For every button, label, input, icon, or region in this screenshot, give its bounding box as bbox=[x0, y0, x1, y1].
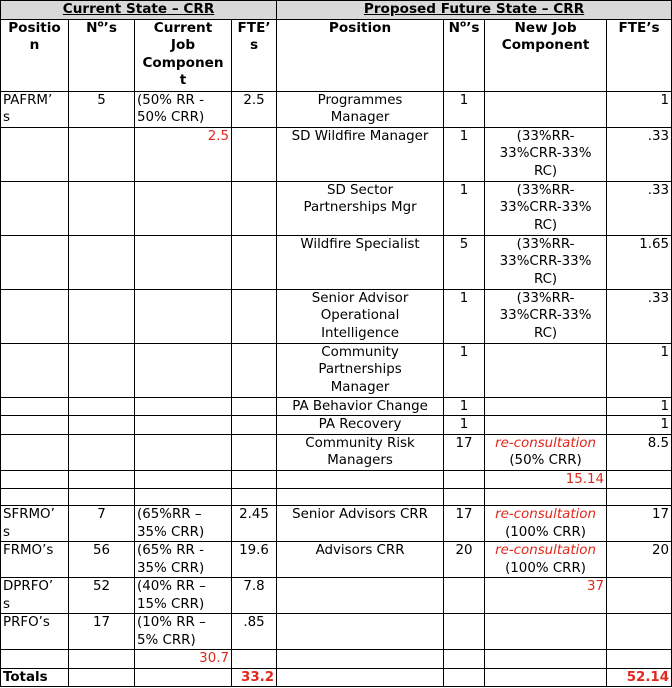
new-count: 1 bbox=[459, 398, 469, 414]
table-row bbox=[1, 343, 672, 397]
current-subtotal: 30.7 bbox=[199, 651, 229, 666]
new-position-cell bbox=[277, 434, 444, 470]
new-count: 1 bbox=[459, 92, 469, 108]
current-job-cell bbox=[135, 614, 232, 650]
current-fte-cell bbox=[232, 470, 277, 489]
new-job-cell bbox=[485, 397, 607, 416]
current-count: 7 bbox=[97, 507, 106, 522]
current-position-cell bbox=[1, 434, 69, 470]
current-count: 17 bbox=[92, 615, 111, 630]
col-fte-current bbox=[232, 19, 277, 91]
new-fte-cell bbox=[607, 397, 672, 416]
col-current-job-label: Current Job Componen t bbox=[142, 19, 224, 88]
new-job-component: (33%RR- 33%CRR-33% RC) bbox=[499, 128, 592, 179]
current-position-cell bbox=[1, 470, 69, 489]
current-fte-cell bbox=[232, 181, 277, 235]
new-count-cell bbox=[444, 397, 485, 416]
new-job-component: (33%RR- 33%CRR-33% RC) bbox=[499, 290, 592, 341]
totals-empty bbox=[69, 668, 135, 687]
current-job-cell bbox=[135, 416, 232, 435]
new-job-cell bbox=[485, 650, 607, 669]
col-position bbox=[1, 19, 69, 91]
current-job-cell bbox=[135, 181, 232, 235]
col-nos-prefix: N bbox=[86, 19, 98, 36]
new-count-cell bbox=[444, 506, 485, 542]
new-count-cell bbox=[444, 416, 485, 435]
table-row bbox=[1, 614, 672, 650]
col-nos-new-suffix: ’s bbox=[466, 19, 480, 36]
new-position-cell bbox=[277, 397, 444, 416]
new-position: Community Risk Managers bbox=[305, 435, 415, 468]
table-row bbox=[1, 397, 672, 416]
new-subtotal: 37 bbox=[587, 579, 605, 594]
new-count: 1 bbox=[459, 290, 469, 306]
totals-current-fte: 33.2 bbox=[232, 668, 277, 687]
current-position-cell bbox=[1, 289, 69, 343]
new-position: PA Behavior Change bbox=[292, 398, 428, 414]
new-fte-cell bbox=[607, 542, 672, 578]
table-row bbox=[1, 506, 672, 542]
current-job-cell bbox=[135, 397, 232, 416]
table-row bbox=[1, 127, 672, 181]
new-fte-cell bbox=[607, 289, 672, 343]
new-fte: .33 bbox=[647, 182, 670, 198]
current-count-cell bbox=[69, 506, 135, 542]
new-job-cell bbox=[485, 91, 607, 127]
current-fte-cell bbox=[232, 91, 277, 127]
totals-empty bbox=[277, 668, 444, 687]
new-job-cell bbox=[485, 614, 607, 650]
current-fte-cell bbox=[232, 416, 277, 435]
table-row bbox=[1, 434, 672, 470]
current-count-cell bbox=[69, 127, 135, 181]
current-position: SFRMO’ s bbox=[3, 507, 55, 540]
current-position: PRFO’s bbox=[3, 615, 50, 630]
new-job-cell bbox=[485, 434, 607, 470]
new-fte-cell bbox=[607, 578, 672, 614]
new-fte-cell bbox=[607, 470, 672, 489]
table-row bbox=[1, 650, 672, 669]
col-nos-suffix: ’s bbox=[103, 19, 117, 36]
current-position-cell bbox=[1, 235, 69, 289]
current-fte-cell bbox=[232, 397, 277, 416]
current-position-cell bbox=[1, 650, 69, 669]
current-position: PAFRM’ s bbox=[3, 92, 53, 125]
current-position-cell bbox=[1, 181, 69, 235]
table-row bbox=[1, 542, 672, 578]
current-fte-cell bbox=[232, 127, 277, 181]
new-position-cell bbox=[277, 578, 444, 614]
current-job-cell bbox=[135, 489, 232, 506]
current-fte-cell bbox=[232, 578, 277, 614]
current-job-component: (65% RR - 35% CRR) bbox=[137, 543, 205, 576]
col-fte-new: FTE’s bbox=[607, 19, 672, 91]
new-job-cell bbox=[485, 343, 607, 397]
new-fte-cell bbox=[607, 235, 672, 289]
new-position-cell bbox=[277, 289, 444, 343]
new-fte-cell bbox=[607, 489, 672, 506]
new-job-component: (100% CRR) bbox=[505, 524, 587, 540]
current-job-component: (65%RR – 35% CRR) bbox=[137, 507, 205, 540]
current-count-cell bbox=[69, 489, 135, 506]
new-fte: 8.5 bbox=[647, 435, 670, 451]
current-position-cell bbox=[1, 542, 69, 578]
col-new-job-label: New Job Component bbox=[501, 19, 590, 53]
current-position: FRMO’s bbox=[3, 543, 54, 558]
current-count-cell bbox=[69, 235, 135, 289]
new-count: 1 bbox=[459, 128, 469, 144]
new-fte-cell bbox=[607, 343, 672, 397]
new-position-cell bbox=[277, 650, 444, 669]
col-nos-sup: o bbox=[97, 18, 104, 29]
current-count-cell bbox=[69, 578, 135, 614]
new-position: PA Recovery bbox=[318, 417, 402, 432]
new-position: Senior Advisor Operational Intelligence bbox=[311, 290, 409, 341]
totals-empty bbox=[135, 668, 232, 687]
current-count-cell bbox=[69, 614, 135, 650]
current-count-cell bbox=[69, 181, 135, 235]
new-position: SD Wildfire Manager bbox=[291, 128, 429, 144]
current-job-cell bbox=[135, 343, 232, 397]
col-nos-new-prefix: N bbox=[448, 19, 461, 36]
current-fte-cell bbox=[232, 434, 277, 470]
new-position-cell bbox=[277, 506, 444, 542]
new-count-cell bbox=[444, 542, 485, 578]
new-fte: .33 bbox=[647, 290, 670, 306]
new-count: 17 bbox=[455, 435, 473, 451]
current-position-cell bbox=[1, 416, 69, 435]
current-fte: 19.6 bbox=[239, 543, 269, 558]
new-job-cell bbox=[485, 127, 607, 181]
new-fte: 20 bbox=[652, 543, 670, 558]
table-row bbox=[1, 235, 672, 289]
reconsultation-label: re-consultation bbox=[495, 543, 596, 558]
new-position-cell bbox=[277, 542, 444, 578]
current-count-cell bbox=[69, 397, 135, 416]
totals-new-fte: 52.14 bbox=[607, 668, 672, 687]
table-body bbox=[1, 91, 672, 668]
new-count-cell bbox=[444, 578, 485, 614]
new-position-cell bbox=[277, 489, 444, 506]
new-position-cell bbox=[277, 91, 444, 127]
new-fte-cell bbox=[607, 650, 672, 669]
current-count-cell bbox=[69, 650, 135, 669]
table-row bbox=[1, 578, 672, 614]
col-nos-new bbox=[444, 19, 485, 91]
new-position-cell bbox=[277, 470, 444, 489]
current-fte-cell bbox=[232, 343, 277, 397]
new-position-cell bbox=[277, 127, 444, 181]
new-job-cell bbox=[485, 289, 607, 343]
current-position-cell bbox=[1, 614, 69, 650]
new-fte: .33 bbox=[647, 128, 670, 144]
current-job-cell bbox=[135, 127, 232, 181]
new-job-component: (100% CRR) bbox=[505, 560, 587, 576]
new-count: 1 bbox=[459, 344, 469, 360]
new-fte-cell bbox=[607, 91, 672, 127]
table-row bbox=[1, 416, 672, 435]
current-position-cell bbox=[1, 343, 69, 397]
current-count-cell bbox=[69, 343, 135, 397]
new-fte-cell bbox=[607, 127, 672, 181]
new-count: 1 bbox=[459, 417, 469, 432]
new-count-cell bbox=[444, 289, 485, 343]
new-job-component: (50% CRR) bbox=[509, 453, 582, 468]
new-count-cell bbox=[444, 614, 485, 650]
current-count-cell bbox=[69, 470, 135, 489]
current-position: DPRFO’ s bbox=[3, 579, 54, 612]
table-row bbox=[1, 470, 672, 489]
current-fte-cell bbox=[232, 289, 277, 343]
new-job-cell bbox=[485, 235, 607, 289]
current-count-cell bbox=[69, 542, 135, 578]
new-count-cell bbox=[444, 489, 485, 506]
reconsultation-label: re-consultation bbox=[495, 435, 596, 451]
new-job-cell bbox=[485, 542, 607, 578]
current-count: 5 bbox=[97, 92, 106, 108]
current-job-cell bbox=[135, 434, 232, 470]
new-count-cell bbox=[444, 434, 485, 470]
new-position: Community Partnerships Manager bbox=[318, 344, 402, 395]
current-fte-cell bbox=[232, 650, 277, 669]
current-job-cell bbox=[135, 506, 232, 542]
new-job-cell bbox=[485, 181, 607, 235]
new-position: Advisors CRR bbox=[315, 543, 405, 558]
col-position-label: Positio n bbox=[8, 19, 61, 53]
current-position-cell bbox=[1, 127, 69, 181]
current-job-component: (50% RR - 50% CRR) bbox=[137, 92, 205, 125]
current-count-cell bbox=[69, 91, 135, 127]
new-count-cell bbox=[444, 127, 485, 181]
new-fte-cell bbox=[607, 416, 672, 435]
current-position-cell bbox=[1, 397, 69, 416]
new-job-cell bbox=[485, 470, 607, 489]
new-fte: 1 bbox=[660, 417, 670, 432]
new-position: Programmes Manager bbox=[317, 92, 403, 125]
new-position-cell bbox=[277, 181, 444, 235]
new-subtotal: 15.14 bbox=[565, 471, 605, 487]
new-fte-cell bbox=[607, 614, 672, 650]
table-row bbox=[1, 91, 672, 127]
current-job-cell bbox=[135, 542, 232, 578]
totals-label: Totals bbox=[1, 668, 69, 687]
new-count: 1 bbox=[459, 182, 469, 198]
current-count: 52 bbox=[92, 579, 111, 594]
new-position-cell bbox=[277, 343, 444, 397]
col-current-job bbox=[135, 19, 232, 91]
current-fte-cell bbox=[232, 542, 277, 578]
current-position-cell bbox=[1, 489, 69, 506]
new-position-cell bbox=[277, 235, 444, 289]
current-job-cell bbox=[135, 235, 232, 289]
current-fte: 2.45 bbox=[239, 507, 269, 522]
totals-empty bbox=[485, 668, 607, 687]
new-job-component: (33%RR- 33%CRR-33% RC) bbox=[499, 182, 592, 233]
new-fte-cell bbox=[607, 434, 672, 470]
current-fte-cell bbox=[232, 489, 277, 506]
table-row bbox=[1, 489, 672, 506]
new-count: 5 bbox=[459, 236, 469, 252]
new-position: Senior Advisors CRR bbox=[292, 507, 428, 522]
current-position-cell bbox=[1, 91, 69, 127]
future-state-header: Proposed Future State – CRR bbox=[277, 1, 672, 20]
new-fte: 1 bbox=[660, 92, 670, 108]
current-state-header: Current State – CRR bbox=[1, 1, 277, 20]
new-count: 17 bbox=[455, 507, 473, 522]
new-fte: 1 bbox=[660, 344, 670, 360]
current-fte-cell bbox=[232, 614, 277, 650]
new-fte-cell bbox=[607, 506, 672, 542]
current-job-cell bbox=[135, 578, 232, 614]
current-fte: 7.8 bbox=[243, 579, 265, 594]
col-nos bbox=[69, 19, 135, 91]
new-job-cell bbox=[485, 416, 607, 435]
current-count-cell bbox=[69, 434, 135, 470]
current-job-cell bbox=[135, 91, 232, 127]
new-position-cell bbox=[277, 416, 444, 435]
current-count: 56 bbox=[92, 543, 111, 558]
totals-empty bbox=[444, 668, 485, 687]
table-row bbox=[1, 181, 672, 235]
new-position-cell bbox=[277, 614, 444, 650]
current-fte: 2.5 bbox=[243, 92, 265, 108]
new-job-cell bbox=[485, 578, 607, 614]
new-fte: 1 bbox=[660, 398, 670, 414]
reconsultation-label: re-consultation bbox=[495, 507, 596, 522]
current-position-cell bbox=[1, 578, 69, 614]
new-count-cell bbox=[444, 343, 485, 397]
new-fte: 17 bbox=[652, 507, 670, 522]
new-fte-cell bbox=[607, 181, 672, 235]
new-count-cell bbox=[444, 650, 485, 669]
current-subtotal: 2.5 bbox=[207, 128, 229, 144]
current-count-cell bbox=[69, 289, 135, 343]
current-fte-cell bbox=[232, 235, 277, 289]
new-count-cell bbox=[444, 181, 485, 235]
col-fte-current-label: FTE’ s bbox=[237, 19, 271, 53]
new-count-cell bbox=[444, 235, 485, 289]
new-position: Wildfire Specialist bbox=[300, 236, 420, 252]
table-row bbox=[1, 289, 672, 343]
current-job-component: (40% RR – 15% CRR) bbox=[137, 579, 206, 612]
current-position-cell bbox=[1, 506, 69, 542]
col-new-job bbox=[485, 19, 607, 91]
new-count-cell bbox=[444, 470, 485, 489]
col-nos-new-sup: o bbox=[460, 18, 467, 29]
new-job-cell bbox=[485, 506, 607, 542]
new-position: SD Sector Partnerships Mgr bbox=[303, 182, 417, 215]
new-job-component: (33%RR- 33%CRR-33% RC) bbox=[499, 236, 592, 287]
current-job-cell bbox=[135, 650, 232, 669]
new-job-cell bbox=[485, 489, 607, 506]
current-fte-cell bbox=[232, 506, 277, 542]
current-fte: .85 bbox=[243, 615, 265, 630]
col-position-new: Position bbox=[277, 19, 444, 91]
current-count-cell bbox=[69, 416, 135, 435]
new-count-cell bbox=[444, 91, 485, 127]
current-job-component: (10% RR – 5% CRR) bbox=[137, 615, 206, 648]
new-fte: 1.65 bbox=[639, 236, 670, 252]
current-job-cell bbox=[135, 470, 232, 489]
current-job-cell bbox=[135, 289, 232, 343]
new-count: 20 bbox=[455, 543, 473, 558]
